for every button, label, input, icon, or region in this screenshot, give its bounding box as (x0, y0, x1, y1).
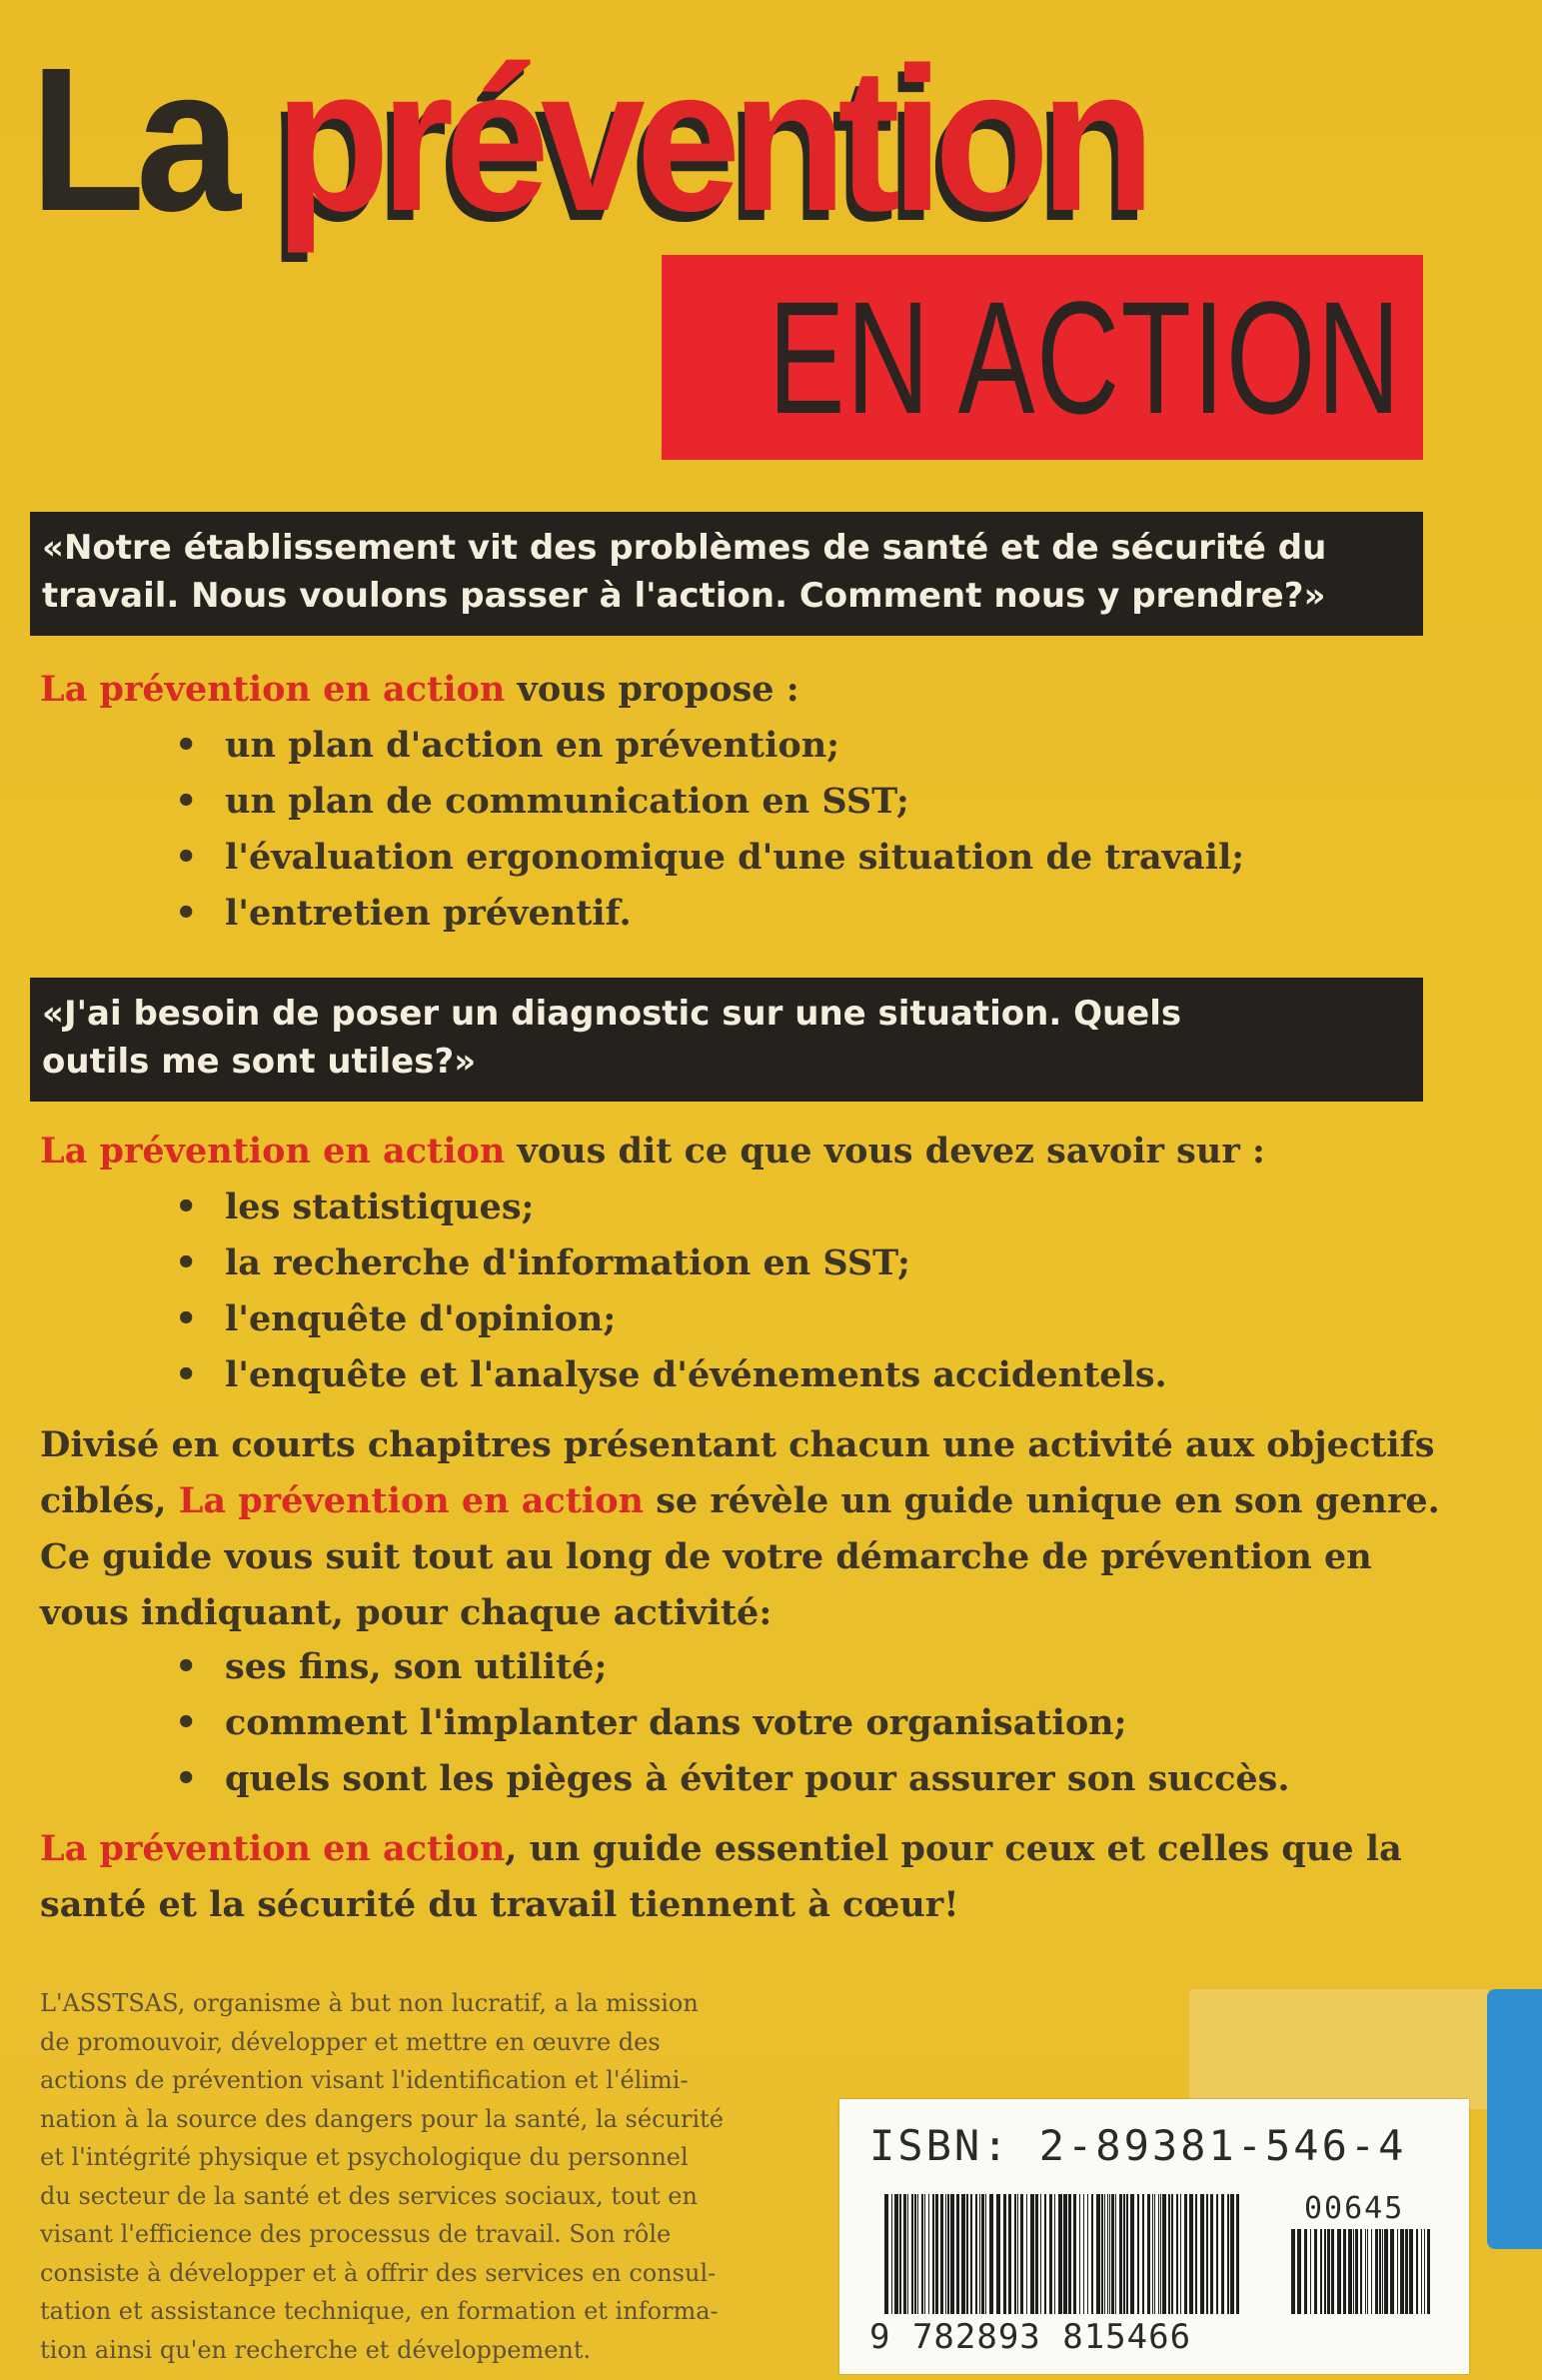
banner-line: «J'ai besoin de poser un diagnostic sur une situation. Quels (42, 994, 1182, 1034)
barcode-bar (970, 2194, 972, 2314)
barcode-bar (1304, 2229, 1307, 2314)
barcode-bar (1400, 2229, 1404, 2314)
barcode-bar (1049, 2194, 1052, 2314)
barcode-bar (1101, 2194, 1103, 2314)
list-item (170, 1291, 1167, 1347)
barcode-bar (940, 2194, 943, 2314)
barcode-bar (1142, 2194, 1144, 2314)
book-name-highlight: La prévention en action (178, 1480, 645, 1521)
barcode-bar (1384, 2229, 1388, 2314)
barcode-bar (1314, 2229, 1317, 2314)
barcode-bar (1109, 2194, 1110, 2314)
barcode-bar (1040, 2194, 1041, 2314)
barcode-bar (1195, 2194, 1197, 2314)
mission-line: tation et assistance technique, en formation et informa- (40, 2297, 719, 2325)
book-name-highlight: La prévention en action (40, 1828, 506, 1869)
paragraph-text: se révèle un guide unique en son genre. (644, 1480, 1440, 1521)
barcode-bar (1168, 2194, 1170, 2314)
barcode-bar (1337, 2229, 1341, 2314)
barcode-bar (899, 2194, 901, 2314)
list-item-text: quels sont les pièges à éviter pour assurer son succès. (225, 1758, 1290, 1799)
barcode-bar (1421, 2229, 1422, 2314)
list-item-text: l'enquête d'opinion; (225, 1298, 617, 1339)
title-prevention: prévention (274, 25, 1147, 254)
barcode-bar (1115, 2194, 1116, 2314)
barcode-bar (947, 2194, 949, 2314)
barcode-bar (1111, 2194, 1114, 2314)
barcode-bar (1379, 2229, 1381, 2314)
bullet-icon: • (175, 837, 198, 878)
barcode-bar (1147, 2194, 1150, 2314)
barcode-bar (1152, 2194, 1153, 2314)
barcode-bar (985, 2194, 986, 2314)
paragraph-text: ciblés, (40, 1480, 179, 1521)
bullet-icon: • (175, 1242, 198, 1283)
banner-line: «Notre établissement vit des problèmes de santé et de sécurité du (42, 528, 1327, 568)
barcode-bar (884, 2194, 888, 2314)
barcode-bar (1236, 2194, 1239, 2314)
barcode-bar (891, 2194, 892, 2314)
mission-line: visant l'efficience des processus de travail. Son rôle (40, 2220, 672, 2248)
bullet-icon: • (175, 1187, 198, 1227)
barcode-bar (1189, 2194, 1193, 2314)
barcode-bar (1017, 2194, 1018, 2314)
barcode-bar (1348, 2229, 1352, 2314)
barcode-bar (1210, 2194, 1213, 2314)
list-item (170, 718, 1244, 774)
barcode-bar (1343, 2229, 1346, 2314)
isbn-text: ISBN: 2-89381-546-4 (869, 2121, 1407, 2170)
bullet-icon: • (175, 1758, 198, 1799)
barcode-bar (914, 2194, 916, 2314)
barcode-bar (935, 2194, 938, 2314)
mission-line: consiste à développer et à offrir des services en consul- (40, 2258, 717, 2287)
barcode-bar (1221, 2194, 1224, 2314)
barcode-bar (961, 2194, 965, 2314)
list-item-text: comment l'implanter dans votre organisation; (225, 1702, 1127, 1743)
barcode-bar (1162, 2194, 1166, 2314)
barcode-bar (1054, 2194, 1055, 2314)
barcode-bar (894, 2194, 898, 2314)
barcode-bar (1035, 2194, 1038, 2314)
barcode-bar (1073, 2194, 1076, 2314)
barcode-bar (1390, 2229, 1394, 2314)
mission-line: et l'intégrité physique et psychologique du personnel (40, 2143, 689, 2171)
bullet-icon: • (175, 725, 198, 766)
barcode-bar (1375, 2229, 1378, 2314)
barcode-bar (1044, 2194, 1046, 2314)
list-item (170, 1235, 1167, 1291)
banner-line: travail. Nous voulons passer à l'action. Comment nous y prendre?» (42, 576, 1326, 616)
quote-banner-1 (30, 512, 1423, 636)
list-item (170, 1347, 1167, 1403)
barcode-bar (1026, 2194, 1027, 2314)
barcode-bar (1158, 2194, 1159, 2314)
paragraph-line: Divisé en courts chapitres présentant chacun une activité aux objectifs (40, 1424, 1435, 1465)
barcode-bar (1227, 2194, 1229, 2314)
barcode-bar (1405, 2229, 1408, 2314)
list-item-text: la recherche d'information en SST; (225, 1242, 910, 1283)
barcode-bar (1371, 2229, 1372, 2314)
barcode-bar (1184, 2194, 1187, 2314)
book-name-highlight: La prévention en action (40, 1131, 506, 1172)
barcode-bars (884, 2194, 1239, 2314)
barcode-bar (1324, 2229, 1326, 2314)
barcode-bar (1058, 2194, 1062, 2314)
barcode-bar (1397, 2229, 1398, 2314)
barcode-bar (1091, 2194, 1093, 2314)
bullet-icon: • (175, 1298, 198, 1339)
ean-digits: 9 782893 815466 (869, 2317, 1192, 2357)
barcode-bar (1206, 2194, 1208, 2314)
section-1-list (170, 718, 1244, 942)
barcode-bar (1079, 2194, 1080, 2314)
list-item (170, 774, 1244, 830)
barcode-bar (903, 2194, 906, 2314)
mission-line: de promouvoir, développer et mettre en œuvre des (40, 2027, 661, 2056)
barcode-bar (950, 2194, 954, 2314)
barcode-sticker (839, 2099, 1469, 2374)
barcode-bar (1137, 2194, 1139, 2314)
barcode-bar (1104, 2194, 1105, 2314)
barcode-bar (1020, 2194, 1023, 2314)
barcode-bar (981, 2194, 984, 2314)
barcode-bar (1382, 2229, 1383, 2314)
barcode-bar (1327, 2229, 1330, 2314)
paragraph-line (40, 1821, 1429, 1877)
list-item-text: les statistiques; (225, 1187, 535, 1227)
barcode-bar (1123, 2194, 1125, 2314)
barcode-bar (1119, 2194, 1122, 2314)
barcode-bar (911, 2194, 913, 2314)
barcode-bar (1360, 2229, 1362, 2314)
barcode-bar (1409, 2229, 1413, 2314)
barcode-bar (1030, 2194, 1034, 2314)
banner-line: outils me sont utiles?» (42, 1042, 477, 1082)
section-3-list (170, 1639, 1290, 1807)
barcode-bar (1367, 2229, 1368, 2314)
list-item (170, 886, 1244, 942)
barcode-bar (1310, 2229, 1311, 2314)
bullet-icon: • (175, 1354, 198, 1395)
barcode-bar (924, 2194, 925, 2314)
section-1-intro (40, 662, 1429, 718)
barcode-bar (1355, 2229, 1358, 2314)
barcode-bar (1176, 2194, 1178, 2314)
paragraph-line: vous indiquant, pour chaque activité: (40, 1592, 772, 1633)
section-3-paragraph (40, 1417, 1440, 1641)
barcode-bar (1331, 2229, 1334, 2314)
intro-text: vous propose : (505, 669, 799, 710)
list-item (170, 830, 1244, 886)
barcode-bar (956, 2194, 959, 2314)
list-item-text: un plan d'action en prévention; (225, 725, 840, 766)
barcode-bar (1154, 2194, 1155, 2314)
barcode-bar (1427, 2229, 1430, 2314)
barcode-bar (1291, 2229, 1295, 2314)
barcode-bar (966, 2194, 968, 2314)
barcode-bar (1014, 2194, 1016, 2314)
barcode-bar (1107, 2194, 1108, 2314)
barcode-bar (1068, 2194, 1071, 2314)
barcode-bar (1320, 2229, 1322, 2314)
barcode-bar (1087, 2194, 1088, 2314)
section-4-paragraph (40, 1821, 1429, 1933)
intro-text: vous dit ce que vous devez savoir sur : (505, 1131, 1265, 1172)
barcode-bar (932, 2194, 934, 2314)
book-title (30, 0, 1146, 280)
addon-digits: 00645 (1304, 2191, 1405, 2226)
mission-line: du secteur de la santé et des services sociaux, tout en (40, 2181, 698, 2210)
barcode-bar (945, 2194, 946, 2314)
list-item-text: l'évaluation ergonomique d'une situation de travail; (225, 837, 1245, 878)
mission-line: tion ainsi qu'en recherche et développement. (40, 2335, 592, 2364)
barcode-bar (1297, 2229, 1301, 2314)
barcode-bar (1216, 2194, 1218, 2314)
list-item (170, 1751, 1290, 1807)
bullet-icon: • (175, 893, 198, 934)
quote-banner-2 (30, 978, 1423, 1102)
barcode-bar (1180, 2194, 1181, 2314)
bullet-icon: • (175, 781, 198, 822)
barcode-bar (1230, 2194, 1234, 2314)
barcode-bar (917, 2194, 918, 2314)
mission-line: nation à la source des dangers pour la santé, la sécurité (40, 2104, 724, 2133)
list-item-text: l'entretien préventif. (225, 893, 632, 934)
list-item (170, 1180, 1167, 1235)
mission-line: L'ASSTSAS, organisme à but non lucratif, a la mission (40, 1989, 699, 2017)
barcode-bar (1353, 2229, 1354, 2314)
addon-barcode-bars (1291, 2229, 1431, 2314)
barcode-bar (1200, 2194, 1204, 2314)
list-item (170, 1639, 1290, 1695)
barcode-bar (1083, 2194, 1084, 2314)
barcode-bar (1008, 2194, 1011, 2314)
title-la: La (30, 25, 232, 254)
section-2-intro (40, 1124, 1429, 1180)
barcode-bar (989, 2194, 993, 2314)
paragraph-line: Ce guide vous suit tout au long de votre démarche de prévention en (40, 1536, 1372, 1577)
barcode-bar (979, 2194, 980, 2314)
barcode-bar (928, 2194, 929, 2314)
list-item-text: un plan de communication en SST; (225, 781, 909, 822)
en-action-box (662, 255, 1423, 460)
barcode-bar (996, 2194, 1000, 2314)
barcode-bar (975, 2194, 977, 2314)
list-item (170, 1695, 1290, 1751)
list-item-text: l'enquête et l'analyse d'événements accidentels. (225, 1354, 1167, 1395)
paragraph-line: santé et la sécurité du travail tiennent à cœur! (40, 1884, 959, 1925)
barcode-bar (1003, 2194, 1006, 2314)
mission-line: actions de prévention visant l'identification et l'élimi- (40, 2066, 689, 2094)
tape-residue (1189, 1989, 1489, 2109)
barcode-bar (1130, 2194, 1134, 2314)
barcode-bar (1365, 2229, 1366, 2314)
asstsas-mission (40, 1984, 839, 2369)
barcode-bar (1063, 2194, 1067, 2314)
bullet-icon: • (175, 1702, 198, 1743)
paragraph-line (40, 1473, 1440, 1529)
barcode-bar (907, 2194, 908, 2314)
barcode-bar (1424, 2229, 1425, 2314)
book-name-highlight: La prévention en action (40, 669, 506, 710)
barcode-bar (1416, 2229, 1418, 2314)
barcode-bar (1160, 2194, 1161, 2314)
list-item-text: ses fins, son utilité; (225, 1646, 608, 1687)
title-en-action: EN ACTION (768, 268, 1402, 447)
bullet-icon: • (175, 1646, 198, 1687)
library-tab (1487, 1989, 1542, 2249)
barcode-bar (1126, 2194, 1128, 2314)
barcode-bar (1096, 2194, 1100, 2314)
barcode-bar (1171, 2194, 1173, 2314)
barcode-bar (921, 2194, 923, 2314)
section-2-list (170, 1180, 1167, 1403)
paragraph-text: , un guide essentiel pour ceux et celles que la (505, 1828, 1402, 1869)
